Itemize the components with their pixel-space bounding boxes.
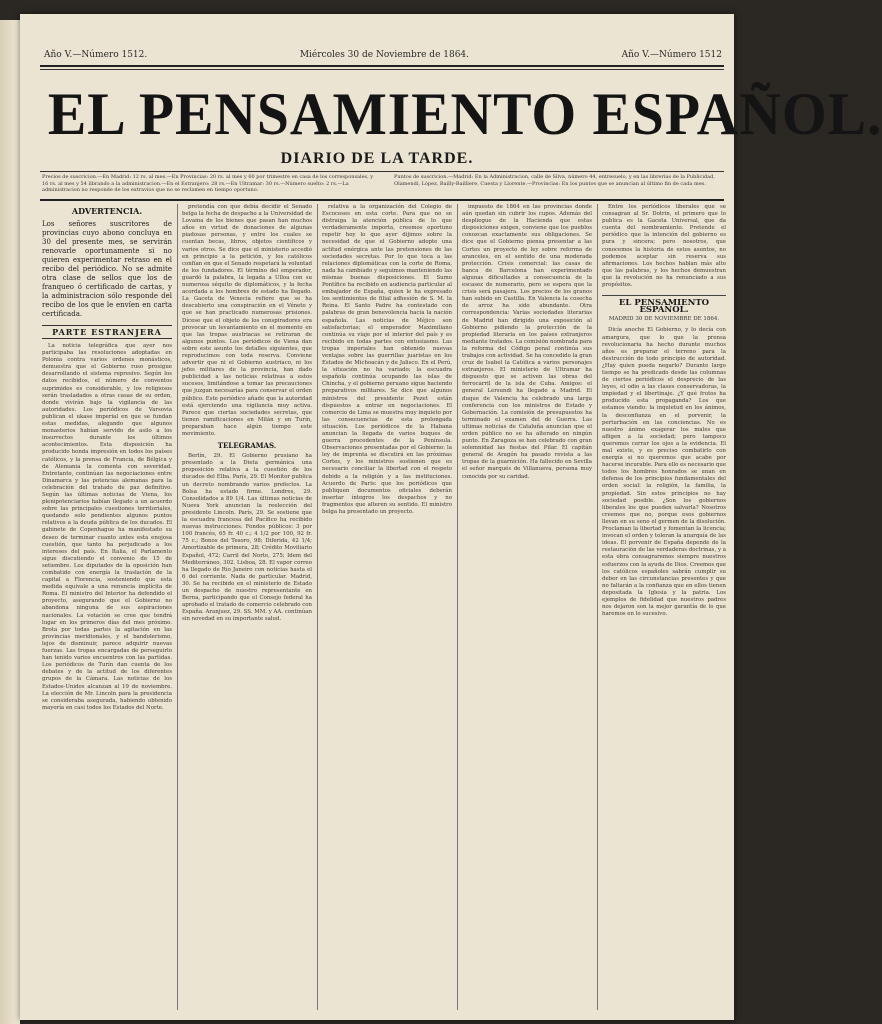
column-divider — [457, 204, 458, 1010]
subscription-points: Puntos de suscricion.—Madrid: En la Administracion, calle de Silva, número 44, entresuelo, y en las librerías de la Publicidad, Olamendi, López, Bailly-Bailliere, Cuesta y Llorente.—Provincias: En los puntos que se anuncian al último fin de cada mes. — [394, 174, 715, 187]
column-2-text: pretendía con que debía decidir el Senado belga la fecha de despacho a la Universidad de Lovaina de los bienes que pasan han muchos años en virtud de donaciones de algunas piadosas personas, y entre los cuales se cuentan becas, libros, objetos científicos y varios otros. Se dice que el ministerio accedió en principio a la petición, y los católicos confían en que el Senado respetará la voluntad de los fundadores. El término del emperador, guardó la palabra, la legada a Ulloa con su numerosa séquito de diplomáticos, y la fecha acordada a los hombres de estado ha llegado. La Gaceta de Venecia refiere que se ha descubierto una conspiración en el Véneto y que se han practicado numerosas prisiones. Dícese que el objeto de los conspiradores era provocar un levantamiento en el momento en que las tropas austriacas se retiraran de algunos puntos. Los periódicos de Viena dan sobre este asunto los detalles siguientes, que reproducimos con toda reserva. Conviene advertir que ni el Gobierno austriaco, ni los jefes militares de la provincia, han dado publicidad a las noticias relativas a estos sucesos, limitándose a tomar las precauciones que juzgan necesarias para conservar el orden público. Este periódico añade que la autoridad está ejerciendo una vigilancia muy activa. Parece que ciertas sociedades secretas, que tienen ramificaciones en Milán y en Turín, preparaban hace algún tiempo este movimiento. — [182, 204, 312, 437]
advertencia-text: Los señores suscritores de provincias cuyo abono concluya en 30 del presente mes, se servirán renovarle oportunamente si no quieren experimentar retraso en el recibo del periódico. No se admite otra clase de sellos que los de franqueo ó certificado de cartas, y la administracion sólo responde del recibo de los que le envíen en carta certificada. — [42, 220, 172, 318]
column-3 — [322, 204, 452, 1012]
advertencia-title: ADVERTENCIA. — [71, 206, 143, 216]
notice-rule — [40, 199, 724, 201]
column-2 — [182, 204, 312, 1012]
subscription-prices: Precios de suscricion.—En Madrid: 12 rs. al mes.—En Provincias: 20 rs. al mes y 60 por trimestre en casa de los corresponsales, y 16 rs. al mes y 54 librando a la administracion.—En el Estranjero: 28 rs.—En Ultramar: 30 rs.—Número suelto: 2 rs.—La administracion no responde de los extravíos que no se reclamen en tiempo oportuno. — [42, 174, 374, 194]
top-rule — [40, 65, 724, 67]
editorial-heading: EL PENSAMIENTO ESPAÑOL. — [602, 295, 726, 314]
top-rule-thin — [40, 69, 724, 70]
column-4 — [462, 204, 592, 1012]
column-3-text: relativa a la organización del Colegio de Escoceses en esta corte. Para que no se distraiga la atención pública de lo que verdaderamente importa, creemos oportuno repetir hoy lo que ayer dijimos sobre la necesidad de que el Gobierno adopte una actitud enérgica ante las pretensiones de las sociedades secretas. Por lo que toca a las relaciones diplomáticas con la corte de Roma, nada ha cambiado y seguimos manteniendo las mismas buenas disposiciones. El Sumo Pontífice ha recibido en audiencia particular al embajador de España, quien le ha expresado los sentimientos de filial adhesión de S. M. la Reina. El Santo Padre ha contestado con palabras de gran benevolencia hacia la nación española. Las noticias de Méjico son satisfactorias; el emperador Maximiliano continúa su viaje por el interior del país y es recibido en todas partes con entusiasmo. Las tropas imperiales han obtenido nuevas ventajas sobre las guerrillas juaristas en los Estados de Michoacán y de Jalisco. En el Perú, la situación no ha variado; la escuadra española continúa ocupando las islas de Chincha, y el gobierno peruano sigue haciendo preparativos militares. Se dice que algunos ministros del presidente Pezet están dispuestos a entrar en negociaciones. El comercio de Lima se muestra muy inquieto por las consecuencias de esta prolongada situación. Los periódicos de la Habana anuncian la llegada de varios buques de guerra procedentes de la Península. Observaciones presentadas por el Gobierno: la ley de imprenta se discutirá en las próximas Cortes, y los ministros sostienen que es necesario conciliar la libertad con el respeto debido a la religión y a las instituciones. Acuerdo de Paris: que los periódicos que publiquen documentos oficiales deberán insertar íntegros los despachos y no fragmentos que alteren su sentido. El ministro belga ha presentado un proyecto. — [322, 204, 452, 516]
column-divider — [597, 204, 598, 1010]
masthead-subtitle: DIARIO DE LA TARDE. — [280, 150, 474, 167]
column-5-editorial: Dicía anoche El Gobierno, y lo decía con amargura, que lo que la prensa revolucionaria ha hecho durante muchos años es preparar el terreno para la destrucción de todo principio de autoridad. ¿Hay quien pueda negarlo? Durante largo tiempo se ha predicado desde las columnas de ciertos periódicos el desprecio de las leyes, el odio a las clases conservadoras, la impiedad y el libertinaje. ¿Y qué frutos ha producido esta propaganda? Los que estamos viendo: la inquietud en los ánimos, la desconfianza en el porvenir, la perturbación en las conciencias. No es nuestro ánimo exagerar los males que afligen a la sociedad; pero tampoco queremos cerrar los ojos a la evidencia. El mal existe, y es preciso combatirlo con energía si no queremos que acabe por hacerse incurable. Para ello es necesario que todos los hombres honrados se unan en defensa de los principios fundamentales del orden social: la religión, la familia, la propiedad. Sin estos principios no hay sociedad posible. ¿Son los gobiernos liberales los que pueden salvarla? Nosotros creemos que no, porque esos gobiernos llevan en su seno el germen de la disolución. Proclaman la libertad y fomentan la licencia; invocan el orden y toleran la anarquía de las ideas. El porvenir de España depende de la restauración de las verdaderas doctrinas, y a esta obra consagraremos siempre nuestros esfuerzos con la ayuda de Dios. Creemos que los católicos españoles sabrán cumplir su deber en las circunstancias presentes y que no faltarán a la confianza que en ellos tienen depositada la Iglesia y la patria. Los ejemplos de fidelidad que nuestros padres nos dejaron son la mejor garantía de lo que haremos en lo sucesivo. — [602, 327, 727, 618]
column-divider — [177, 204, 178, 1010]
editorial-dateline: MADRID 30 DE NOVIEMBRE DE 1864. — [608, 316, 720, 323]
column-4-text: impuesto de 1864 en las provincias donde aún quedan sin cubrir los cupos. Además del despliegue de la Hacienda que estas disposiciones exigen, conviene que los pueblos conozcan exactamente sus obligaciones. Se dice que el Gobierno piensa presentar a las Cortes un proyecto de ley sobre reforma de aranceles, en el sentido de una moderada protección. Crisis comercial: las casas de banca de Barcelona han experimentado algunas dificultades a consecuencia de la escasez de numerario, pero se espera que la crisis será pasajera. Los precios de los granos han subido en Castilla. En Valencia la cosecha de arroz ha sido abundante. Otra correspondencia: Varias sociedades literarias de Madrid han dirigido una exposición al Gobierno pidiendo la protección de la propiedad literaria en los países extranjeros mediante tratados. La comisión nombrada para la reforma del Código penal continúa sus trabajos con actividad. Se ha concedido la gran cruz de Isabel la Católica a varios personajes extranjeros. El ministerio de Ultramar ha dispuesto que se activen las obras del ferrocarril de la isla de Cuba. Amigos: el general Lersundi ha llegado a Madrid. El duque de Valencia ha celebrado una larga conferencia con los ministros de Estado y Gobernación. La comisión de presupuestos ha terminado el examen del de Guerra. Las ultimas noticias de Cataluña anuncian que el orden público no se ha alterado en ningún punto. En Zaragoza se han celebrado con gran solemnidad las fiestas del Pilar. El capitán general de Aragón ha pasado revista a las tropas de la guarnición. Ha fallecido en Sevilla el señor marqués de Villanueva, persona muy conocida por su caridad. — [462, 204, 592, 480]
column-2-telegrams: Berlín, 29. El Gobierno prusiano ha presentado a la Dieta germánica una proposición relativa a la cuestión de los ducados del Elba. París, 29. El Monitor publica un decreto nombrando varios prefectos. La Bolsa ha estado firme. Londres, 29. Consolidados a 89 1/4. Las últimas noticias de Nueva York anuncian la reelección del presidente Lincoln. París, 29. Se sostiene que la escuadra francesa del Pacífico ha recibido nuevas instrucciones. Fondos públicos: 3 por 100 francés, 65 fr. 40 c.; 4 1/2 por 100, 92 fr. 75 c.; Bonos del Tesoro, 98; Diferida, 42 1/4; Amortizable de primera, 28; Crédito Moviliario Español, 472; Carril del Norte, 275; Idem del Mediterráneo, 302. Lisboa, 28. El vapor correo ha llegado de Río Janeiro con noticias hasta el 6 del corriente. Nada de particular. Madrid, 30. Se ha recibido en el ministerio de Estado un despacho de nuestro representante en Berna, participando que el Consejo federal ha aprobado el tratado de comercio celebrado con España. Aranjuez, 29. SS. MM. y AA. continúan sin novedad en su importante salud. — [182, 453, 312, 623]
column-divider — [317, 204, 318, 1010]
column-5 — [602, 204, 726, 1012]
issue-date: Miércoles 30 de Noviembre de 1864. — [299, 50, 470, 60]
left-page-edge — [0, 20, 20, 1024]
telegramas-heading: TELEGRAMAS. — [217, 441, 277, 451]
column-5-text: Entre los periódicos liberales que se consagran al Sr. Dotrin, el primero que lo publica es la Gaceta Universal, que da cuenta del nombramiento. Pretende el periódico que la intención del gobierno es pura y sincera; pero nosotros, que conocemos la historia de estos asuntos, no podemos aceptar sin reserva sus afirmaciones. Los hechos hablan más alto que las palabras, y los hechos demuestran que la revolución no ha renunciado a sus propósitos. — [602, 204, 726, 289]
column-1-text: La noticia telegráfica que ayer nos participaba las resoluciones adoptadas en Polonia contra varios ordenes monásticos, demuestra que el Gobierno ruso prosigue desarrollando el sistema represivo. Según los datos recibidos, el número de conventos suprimidos es considerable, y los religiosos serán trasladados a otras casas de su orden, donde vivirán bajo la vigilancia de las autoridades. Los periódicos de Varsovia publican el ukase imperial en que se fundan estas medidas, alegando que algunos monasterios habían servido de asilo a los insurrectos durante los últimos acontecimientos. Esta disposición ha producido honda impresión en todos los países católicos, y la prensa de Francia, de Bélgica y de Alemania la comenta con severidad. Entretanto, continúan las negociaciones entre Dinamarca y las potencias alemanas para la celebración del tratado de paz definitivo. Según las últimas noticias de Viena, los plenipotenciarios habían llegado a un acuerdo sobre las principales cuestiones territoriales, quedando solo pendientes algunos puntos relativos a la deuda pública de los ducados. El gabinete de Copenhague ha manifestado su deseo de terminar cuanto antes esta enojosa cuestión, que tanto ha perjudicado a los intereses del país. En Italia, el Parlamento sigue discutiendo el convenio de 15 de setiembre. Los diputados de la oposición han combatido con energía la traslación de la capital a Florencia, sosteniendo que esta medida equivale a una renuncia implícita de Roma. El ministro del Interior ha defendido el proyecto, asegurando que el Gobierno no abandona ninguna de sus aspiraciones nacionales. La votación se cree que tendrá lugar en los primeros días del mes próximo. Brota por todas partes la agitación en las provincias meridionales, y el bandolerismo, lejos de disminuir, parece adquirir nuevas fuerzas. Las tropas encargadas de perseguirlo han tenido varios encuentros con las partidas. Los periódicos de Turín dan cuenta de los debates y de la actitud de los diferentes grupos de la Cámara. Las noticias de los Estados-Unidos alcanzan al 19 de noviembre. La elección de Mr. Lincoln para la presidencia se consideraba asegurada, habiendo obtenido mayoría en casi todos los Estados del Norte. — [42, 343, 172, 711]
issue-number-right: Año V.—Número 1512 — [621, 50, 722, 60]
parte-extranjera-heading: PARTE ESTRANJERA — [42, 325, 172, 339]
column-1 — [42, 204, 172, 1012]
masthead-title: EL PENSAMIENTO ESPAÑOL. — [47, 81, 882, 147]
dateline — [44, 50, 722, 60]
newspaper-page — [20, 14, 882, 1020]
issue-number-left: Año V.—Número 1512. — [44, 50, 148, 60]
subtitle-rule — [40, 171, 724, 172]
